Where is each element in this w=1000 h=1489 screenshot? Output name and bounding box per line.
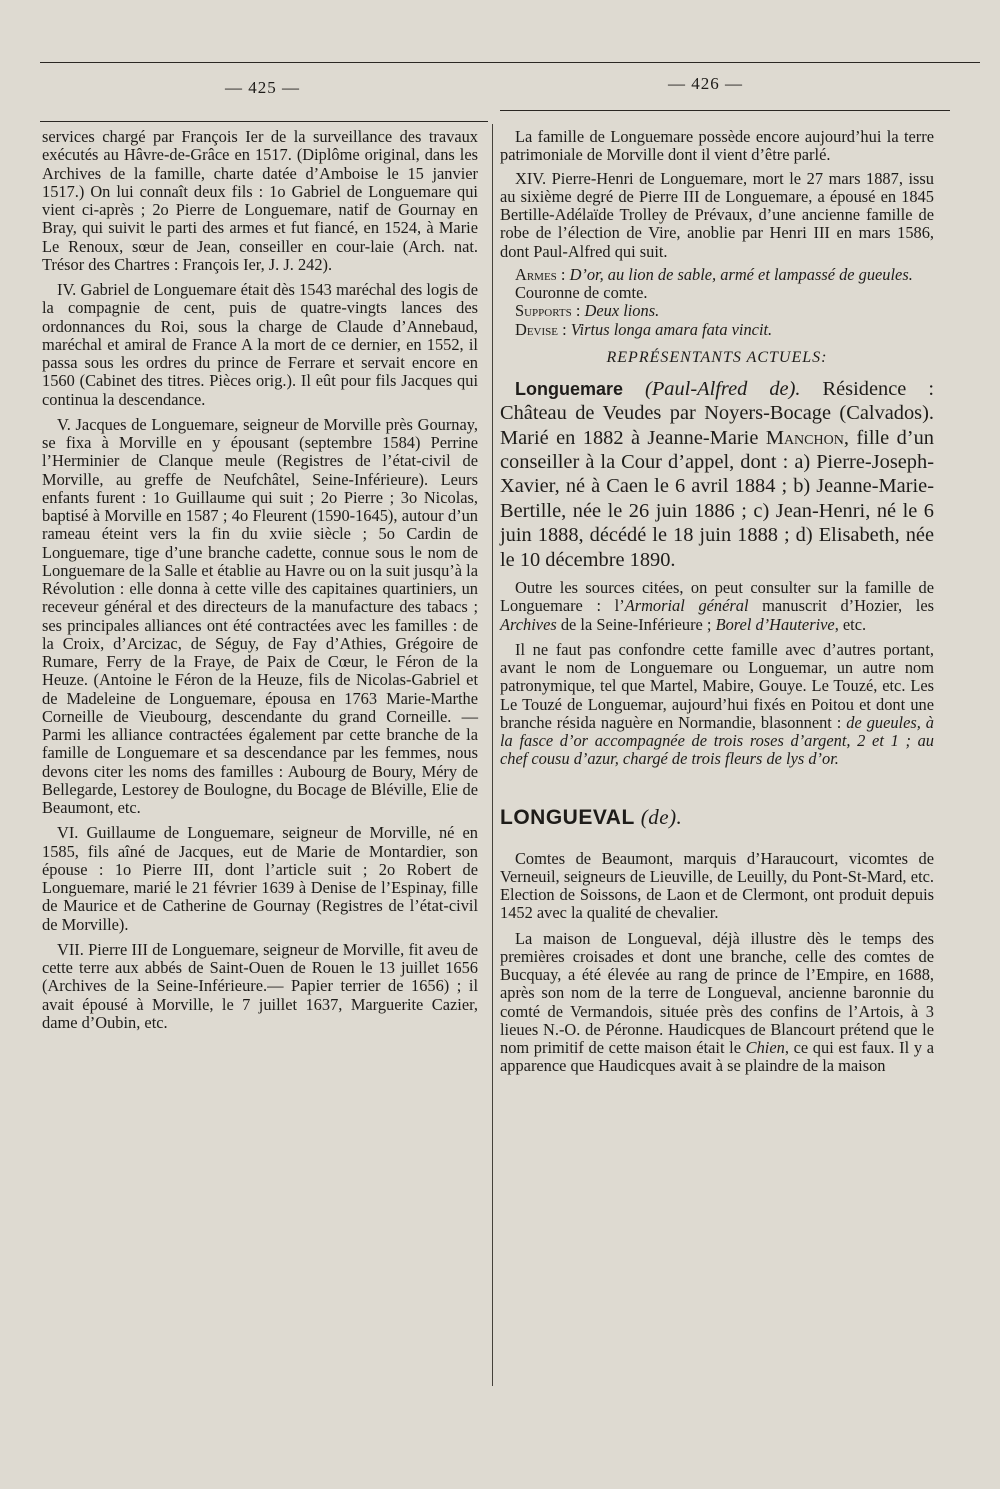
paragraph-comtes: Comtes de Beaumont, marquis d’Haraucourt, vicomtes de Verneuil, seigneurs de Lieuville, de Leuilly, du Pont-St-Mard, etc. Election de Soissons, de Laon et de Clermont, ont produit depuis 1452 avec la qualité de chevalier. (500, 848, 934, 923)
column-divider (492, 124, 493, 1386)
maison-text: La maison de Longueval, déjà illustre dès le temps des premières croisades et dont une branche, celle des comtes de Bucquay, a été élevée au rang de prince de l’Empire, en 1688, après son nom de la terre de Longueval, ancienne baronnie du comté de Vermandois, située près des confins de l’Artois, à 3 lieues N.-O. de Péronne. Haudicques de Blancourt prétend que le nom primitif de cette maison était le (500, 928, 934, 1057)
sources-text-d: , etc. (834, 614, 867, 634)
left-page-column (42, 128, 478, 1032)
confondre-blason: de gueules, à la fasce d’or accompagnée de trois roses d’argent, 2 et 1 ; au chef cousu d’azur, chargé de trois fleurs de lys d’or. (500, 712, 934, 769)
sources-text-a: Outre les sources citées, on peut consulter sur la famille de Longuemare : l’ (500, 578, 934, 616)
paragraph-sources (500, 579, 934, 634)
page-number-left: — 425 — (225, 78, 300, 97)
representant-entry (500, 377, 934, 572)
paragraph-pierre-iii: VII. Pierre III de Longuemare, seigneur de Morville, fit aveu de cette terre aux abbés de Saint-Ouen de Rouen le 13 juillet 1656 (Archives de la Seine-Inférieure.— Papier terrier de 1656) ; il avait épousé à Morville, le 7 juillet 1637, Marguerite Cazier, dame d’Oubin, etc. (42, 939, 478, 1032)
maison-chien: Chien (745, 1038, 785, 1057)
paragraph-guillaume: VI. Guillaume de Longuemare, seigneur de Morville, né en 1585, fils aîné de Jacques, eut de Marie de Montardier, son épouse : 1o Pierre III, dont l’article suit ; 2o Robert de Longuemare, marié le 21 février 1639 à Denise de l’Espinay, fille de Maurice et de Catherine de Gournay (Registres de l’état-civil de Morville). (42, 823, 478, 934)
confondre-text: Il ne faut pas confondre cette famille avec d’autres portant, avant le nom de Longuemare ou Longuemar, un autre nom patronymique, tel que Martel, Mabire, Gouye. Le Touzé, etc. Les Le Touzé de Longuemar, aujourd’hui fixés en Poitou et dont une branche résida naguère en Normandie, blasonnent : (500, 639, 934, 732)
family-title-particle: (de). (640, 804, 683, 829)
representant-spouse-surname: Manchon (765, 426, 844, 449)
sources-borel: Borel d’Hauterive (715, 614, 835, 634)
armes-label: Armes : (515, 264, 566, 284)
devise-label: Devise : (515, 319, 567, 339)
header-rule-left (40, 121, 488, 122)
devise-line (500, 321, 934, 339)
family-title (500, 805, 934, 830)
devise-text: Virtus longa amara fata vincit. (570, 319, 773, 339)
maison-text-end: , ce qui est faux. Il y a apparence que Haudicques avait à se plaindre de la maison (500, 1038, 934, 1076)
paragraph-jacques: V. Jacques de Longuemare, seigneur de Morville près Gournay, se fixa à Morville en y épousant (septembre 1584) Perrine l’Herminier de Clanque meule (Registres de l’état-civil de Morville, au greffe de Neufchâtel, Seine-Inférieure). Leurs enfants furent : 1o Guillaume qui suit ; 2o Pierre ; 3o Nicolas, baptisé à Morville en 1587 ; 4o Fleurent (1590-1645), autour d’un rameau éteint vers la fin du xviie siècle ; 5o Cardin de Longuemare, tige d’une branche cadette, connue sous le nom de Longuemare de la Salle et établie au Havre ou on la suit jusqu’à la Révolution : elle donna à cette ville des capitaines quartiniers, un receveur général et des directeurs de la manufacture des tabacs ; ses principales alliances ont été contractées avec les familles : de la Croix, d’Arcizac, de Séguy, de Fay d’Athies, Grégoire de Rumare, Ferry de la Fraye, de Paix de Cœur, le Féron de la Heuze. (Antoine le Féron de la Heuze, fils de Nicolas-Gabriel et de Madeleine de Longuemare, épousa en 1763 Marie-Marthe Corneille de Vieubourg, descendante du grand Corneille. — Parmi les alliance contractées également par cette branche de la famille de Longuemare et sa descendance par les femmes, nous devons citer les noms des familles : Aubourg de Boury, Méry de Bellegarde, Lestorey de Boulogne, du Bocage de Bléville, Elie de Beaumont, etc. (42, 414, 478, 817)
page-number-right: — 426 — (668, 74, 743, 93)
right-page-column (500, 128, 934, 1076)
sources-text-c: de la Seine-Inférieure ; (556, 614, 716, 634)
paragraph-services: services chargé par François Ier de la surveillance des travaux exécutés au Hâvre-de-Grâce en 1517. (Diplôme original, dans les Archives de la famille, charte datée d’Amboise le 15 janvier 1517.) On lui connaît deux fils : 1o Gabriel de Longuemare qui vient ci-après ; 2o Pierre de Longuemare, natif de Gournay en Bray, qui suivit le parti des armes et fut fiancé, en 1524, à Marie Le Renoux, sœur de Jean, conseiller en cour-laie (Arch. nat. Trésor des Chartres : François Ier, J. J. 242). (42, 127, 478, 274)
paragraph-famille: La famille de Longuemare possède encore aujourd’hui la terre patrimoniale de Morville dont il vient d’être parlé. (500, 127, 934, 165)
sources-armorial: Armorial général (624, 596, 749, 616)
top-rule (40, 62, 980, 63)
paragraph-maison (500, 930, 934, 1076)
supports-label: Supports : (515, 301, 581, 321)
representant-residence: Résidence : Château de Veudes par Noyers-Bocage (Calvados). Marié en 1882 à Jeanne-Marie (500, 377, 934, 449)
representant-children: , fille d’un conseiller à la Cour d’appel, dont : a) Pierre-Joseph-Xavier, né à Caen le 6 avril 1884 ; b) Jeanne-Marie-Bertille, née le 26 juin 1886 ; c) Jean-Henri, né le 6 juin 1888, décédé le 18 juin 1888 ; d) Elisabeth, née le 10 décembre 1890. (500, 426, 934, 571)
header-rule-right (500, 110, 950, 111)
supports-line (500, 302, 934, 320)
representants-heading: REPRÉSENTANTS ACTUELS: (606, 348, 828, 366)
representant-name: Longuemare (515, 378, 624, 399)
sources-text-b: manuscrit d’Hozier, les (748, 596, 934, 616)
paragraph-pierre-henri: XIV. Pierre-Henri de Longuemare, mort le 27 mars 1887, issu au sixième degré de Pierre III de Longuemare, a épousé en 1845 Bertille-Adélaïde Trolley de Prévaux, d’une ancienne famille de robe de l’élection de Vire, anoblie par Henri III en mars 1586, dont Paul-Alfred qui suit. (500, 168, 934, 261)
supports-text: Deux lions. (584, 301, 660, 321)
family-title-name: LONGUEVAL (500, 805, 635, 829)
paragraph-confondre (500, 641, 934, 769)
representant-name-detail: (Paul-Alfred de). (645, 377, 801, 400)
sources-archives: Archives (500, 614, 557, 634)
armes-line (500, 266, 934, 284)
couronne-line: Couronne de comte. (515, 283, 648, 302)
armes-blazon: D’or, au lion de sable, armé et lampassé de gueules. (569, 264, 913, 284)
paragraph-gabriel: IV. Gabriel de Longuemare était dès 1543 maréchal des logis de la compagnie de cent, puis de quatre-vingts lances des ordonnances du Roi, sous la charge de Claude d’Annebaud, maréchal et amiral de France A la mort de ce dernier, en 1552, il passa sous les ordres du prince de Ferrare et servait encore en 1560 (Cabinet des titres. Pièces orig.). Il eût pour fils Jacques qui continua la descendance. (42, 280, 478, 409)
